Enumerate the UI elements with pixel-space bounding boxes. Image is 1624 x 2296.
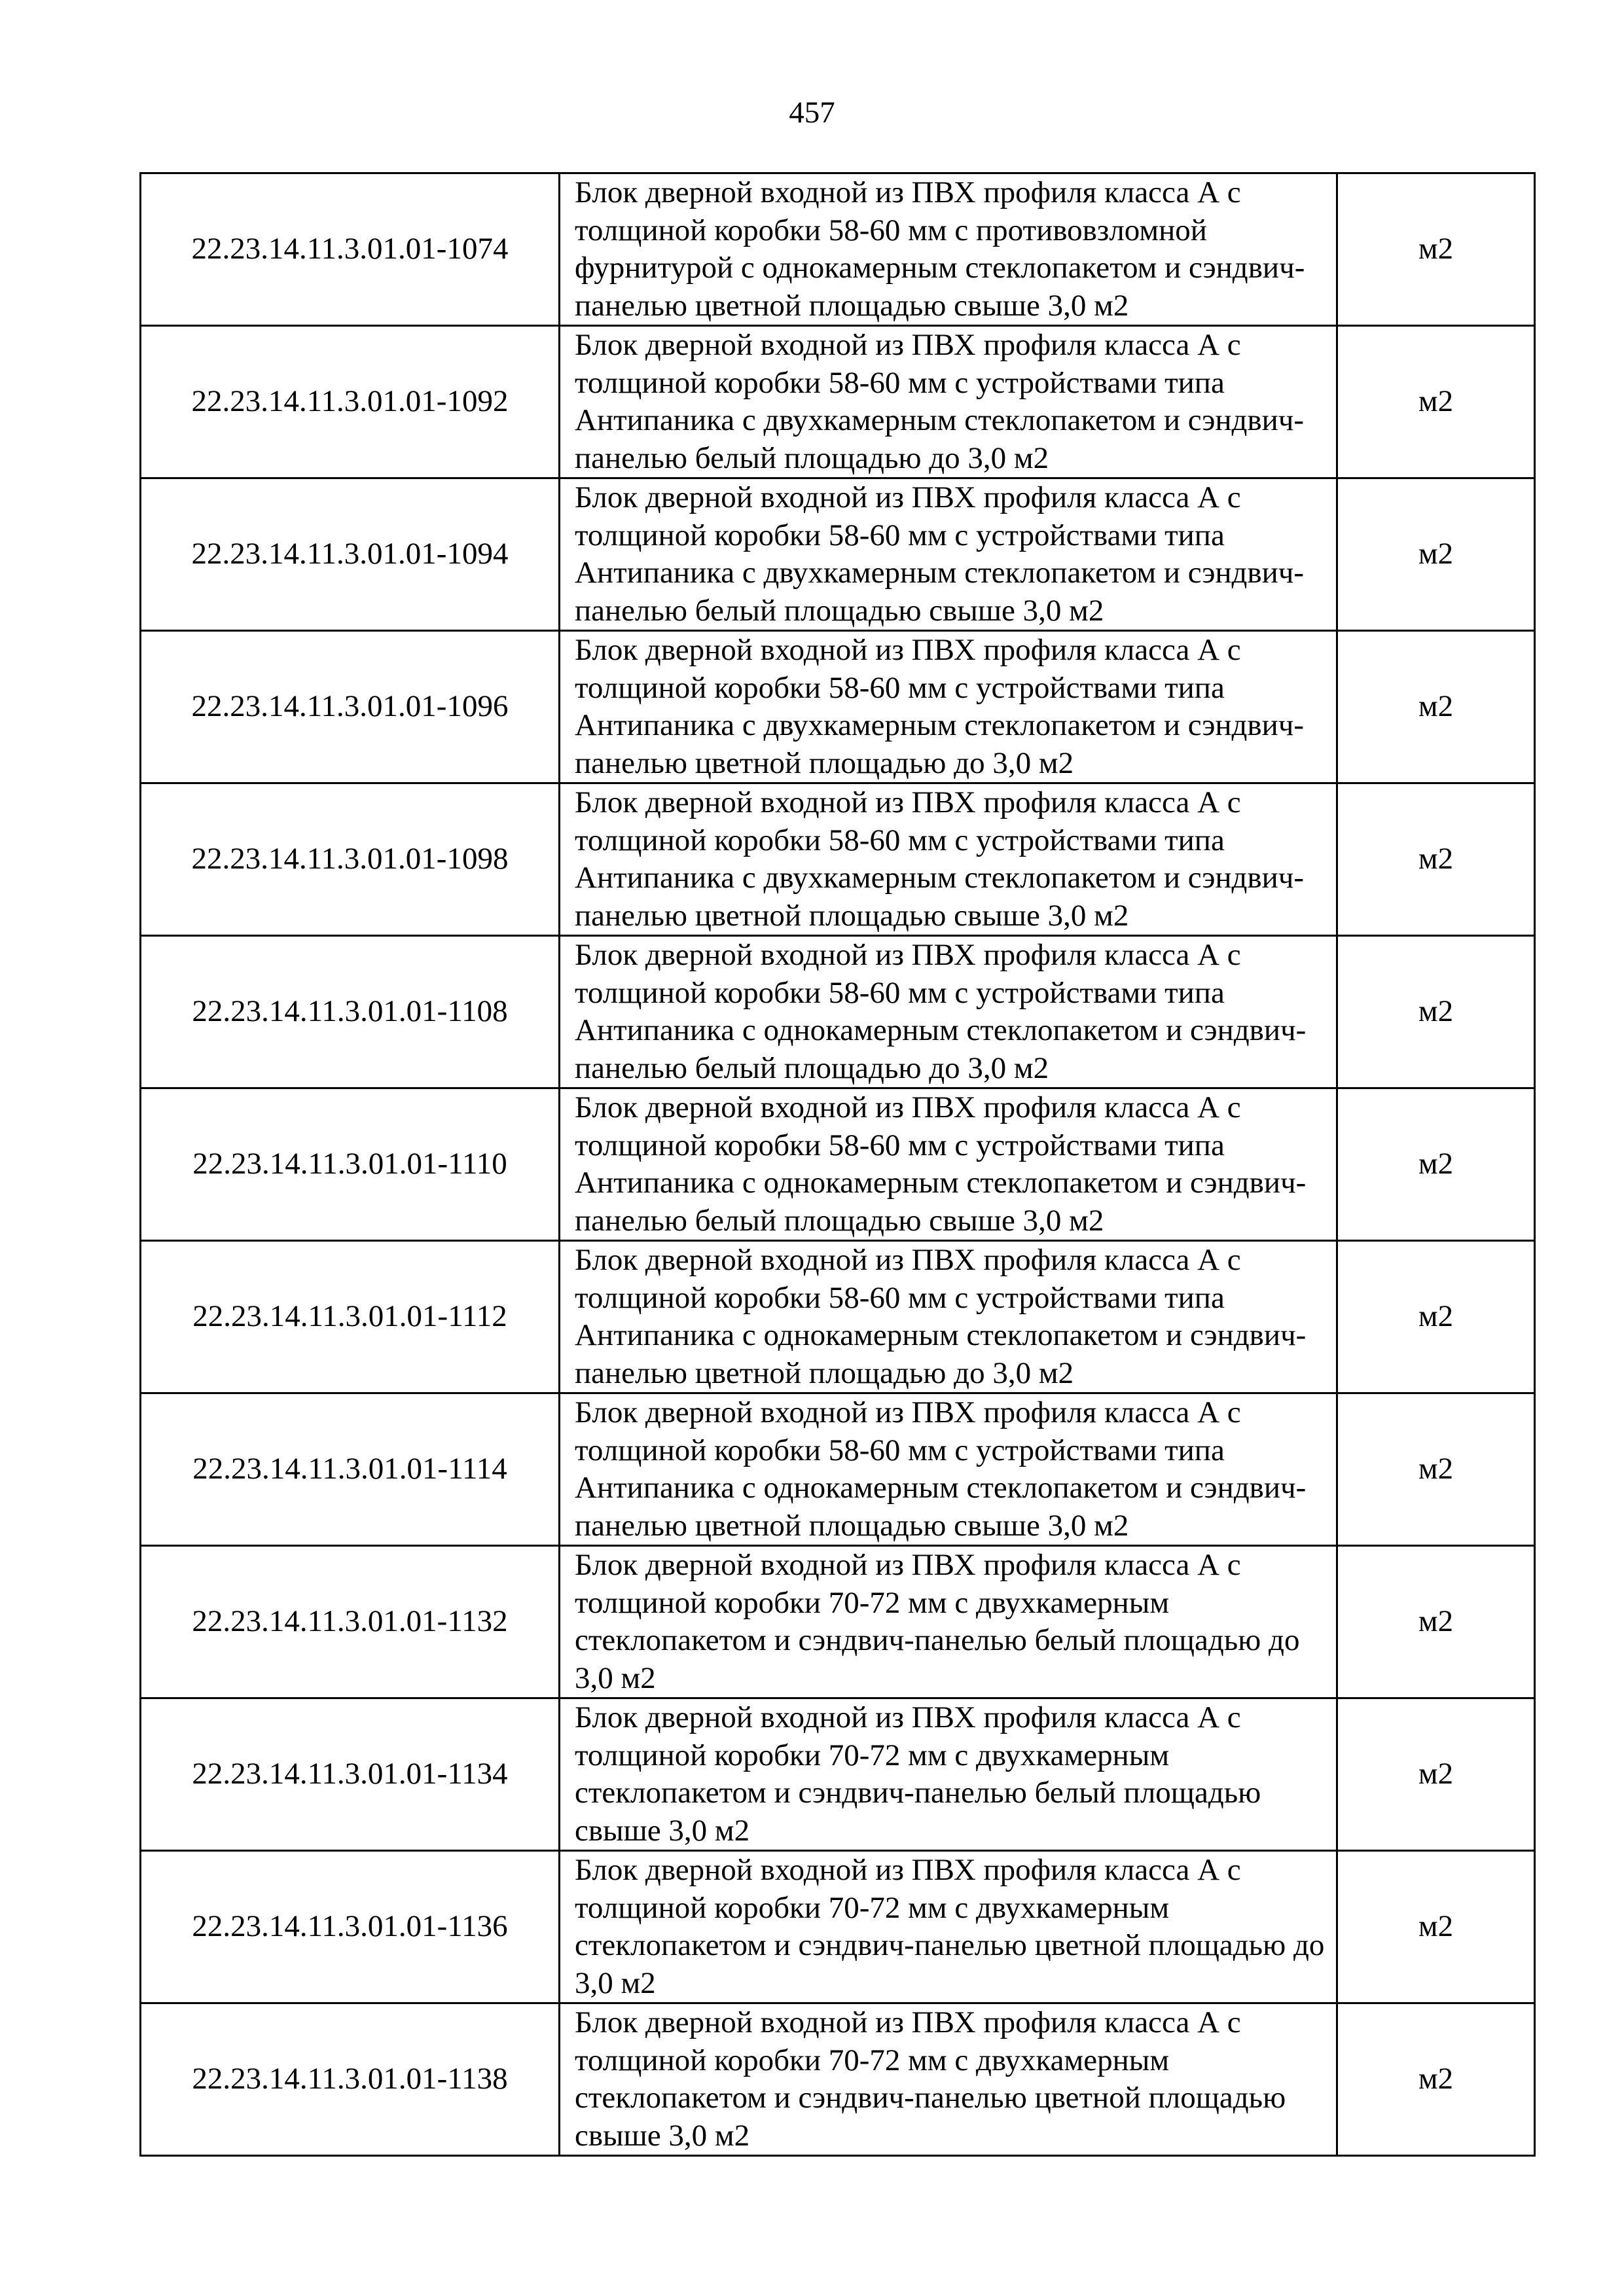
resource-description: Блок дверной входной из ПВХ профиля класса А с толщиной коробки 58-60 мм с противовзломной фурнитурой с однокамерным стеклопакетом и сэндвич-панелью цветной площадью свыше 3,0 м2 [560, 173, 1337, 326]
resource-description: Блок дверной входной из ПВХ профиля класса А с толщиной коробки 70-72 мм с двухкамерным стеклопакетом и сэндвич-панелью белый площадью свыше 3,0 м2 [560, 1698, 1337, 1851]
table-row [141, 173, 1535, 326]
unit-of-measure: м2 [1337, 936, 1535, 1088]
table-row [141, 326, 1535, 478]
resource-code: 22.23.14.11.3.01.01-1098 [141, 783, 560, 936]
resource-code: 22.23.14.11.3.01.01-1110 [141, 1088, 560, 1241]
resource-description: Блок дверной входной из ПВХ профиля класса А с толщиной коробки 70-72 мм с двухкамерным стеклопакетом и сэндвич-панелью цветной площадью до 3,0 м2 [560, 1851, 1337, 2003]
unit-of-measure: м2 [1337, 783, 1535, 936]
table-row [141, 1546, 1535, 1698]
resource-description: Блок дверной входной из ПВХ профиля класса А с толщиной коробки 58-60 мм с устройствами типа Антипаника с однокамерным стеклопакетом и сэндвич-панелью белый площадью до 3,0 м2 [560, 936, 1337, 1088]
table-row [141, 783, 1535, 936]
page-number: 457 [789, 96, 835, 130]
unit-of-measure: м2 [1337, 1698, 1535, 1851]
resource-code: 22.23.14.11.3.01.01-1094 [141, 478, 560, 631]
unit-of-measure: м2 [1337, 1546, 1535, 1698]
resource-description: Блок дверной входной из ПВХ профиля класса А с толщиной коробки 70-72 мм с двухкамерным стеклопакетом и сэндвич-панелью белый площадью до 3,0 м2 [560, 1546, 1337, 1698]
unit-of-measure: м2 [1337, 631, 1535, 783]
resource-code: 22.23.14.11.3.01.01-1114 [141, 1393, 560, 1546]
resource-code: 22.23.14.11.3.01.01-1112 [141, 1241, 560, 1393]
resource-description: Блок дверной входной из ПВХ профиля класса А с толщиной коробки 58-60 мм с устройствами типа Антипаника с однокамерным стеклопакетом и сэндвич-панелью белый площадью свыше 3,0 м2 [560, 1088, 1337, 1241]
unit-of-measure: м2 [1337, 478, 1535, 631]
table-row [141, 1698, 1535, 1851]
table-row [141, 936, 1535, 1088]
unit-of-measure: м2 [1337, 2003, 1535, 2156]
resource-code: 22.23.14.11.3.01.01-1092 [141, 326, 560, 478]
table-row [141, 631, 1535, 783]
resource-table [139, 172, 1536, 2157]
resource-description: Блок дверной входной из ПВХ профиля класса А с толщиной коробки 58-60 мм с устройствами типа Антипаника с двухкамерным стеклопакетом и сэндвич-панелью цветной площадью свыше 3,0 м2 [560, 783, 1337, 936]
unit-of-measure: м2 [1337, 326, 1535, 478]
resource-code: 22.23.14.11.3.01.01-1108 [141, 936, 560, 1088]
resource-code: 22.23.14.11.3.01.01-1074 [141, 173, 560, 326]
unit-of-measure: м2 [1337, 173, 1535, 326]
unit-of-measure: м2 [1337, 1851, 1535, 2003]
resource-description: Блок дверной входной из ПВХ профиля класса А с толщиной коробки 70-72 мм с двухкамерным стеклопакетом и сэндвич-панелью цветной площадью свыше 3,0 м2 [560, 2003, 1337, 2156]
resource-description: Блок дверной входной из ПВХ профиля класса А с толщиной коробки 58-60 мм с устройствами типа Антипаника с двухкамерным стеклопакетом и сэндвич-панелью цветной площадью до 3,0 м2 [560, 631, 1337, 783]
table-row [141, 2003, 1535, 2156]
resource-code: 22.23.14.11.3.01.01-1134 [141, 1698, 560, 1851]
table-row [141, 1088, 1535, 1241]
unit-of-measure: м2 [1337, 1241, 1535, 1393]
resource-code: 22.23.14.11.3.01.01-1132 [141, 1546, 560, 1698]
unit-of-measure: м2 [1337, 1393, 1535, 1546]
table-row [141, 478, 1535, 631]
resource-description: Блок дверной входной из ПВХ профиля класса А с толщиной коробки 58-60 мм с устройствами типа Антипаника с однокамерным стеклопакетом и сэндвич-панелью цветной площадью свыше 3,0 м2 [560, 1393, 1337, 1546]
table-row [141, 1241, 1535, 1393]
resource-description: Блок дверной входной из ПВХ профиля класса А с толщиной коробки 58-60 мм с устройствами типа Антипаника с двухкамерным стеклопакетом и сэндвич-панелью белый площадью до 3,0 м2 [560, 326, 1337, 478]
resource-code: 22.23.14.11.3.01.01-1136 [141, 1851, 560, 2003]
unit-of-measure: м2 [1337, 1088, 1535, 1241]
resource-description: Блок дверной входной из ПВХ профиля класса А с толщиной коробки 58-60 мм с устройствами типа Антипаника с двухкамерным стеклопакетом и сэндвич-панелью белый площадью свыше 3,0 м2 [560, 478, 1337, 631]
resource-code: 22.23.14.11.3.01.01-1096 [141, 631, 560, 783]
table-row [141, 1393, 1535, 1546]
resource-description: Блок дверной входной из ПВХ профиля класса А с толщиной коробки 58-60 мм с устройствами типа Антипаника с однокамерным стеклопакетом и сэндвич-панелью цветной площадью до 3,0 м2 [560, 1241, 1337, 1393]
resource-code: 22.23.14.11.3.01.01-1138 [141, 2003, 560, 2156]
table-row [141, 1851, 1535, 2003]
